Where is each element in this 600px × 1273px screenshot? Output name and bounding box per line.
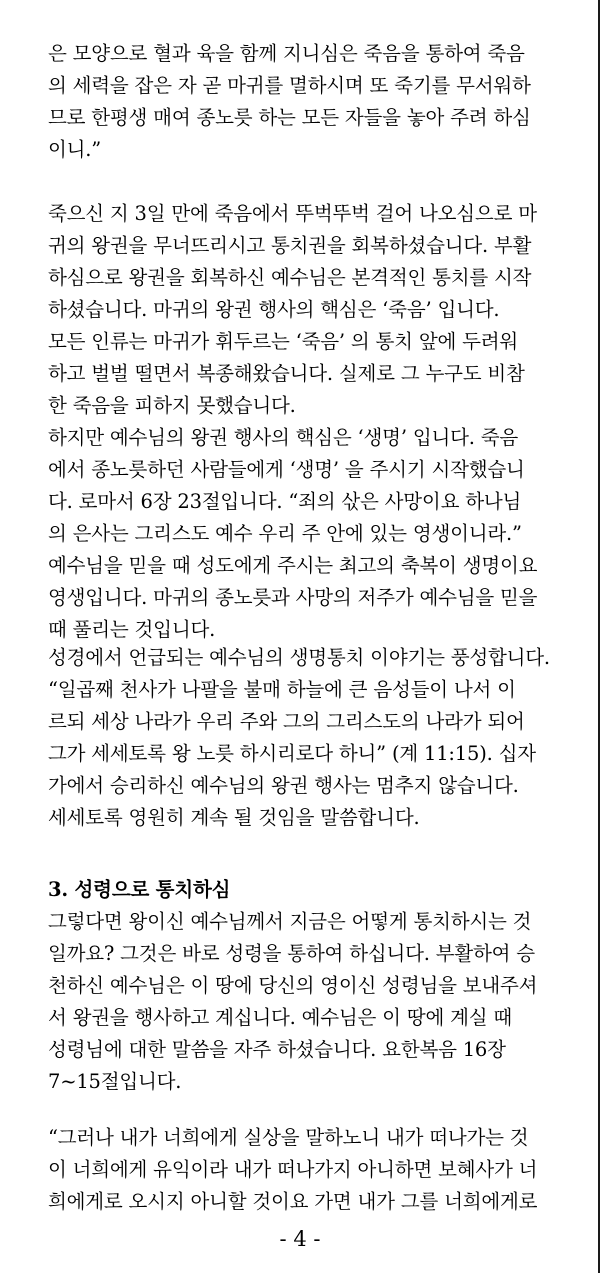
text-line: 하고 벌벌 떨면서 복종해왔습니다. 실제로 그 누구도 비참 xyxy=(48,362,525,385)
text-line: 세세토록 영원히 계속 될 것임을 말씀합니다. xyxy=(48,806,420,829)
text-line: 영생입니다. 마귀의 종노릇과 사망의 저주가 예수님을 믿을 xyxy=(48,586,538,609)
text-line: 서 왕권을 행사하고 계십니다. 예수님은 이 땅에 계실 때 xyxy=(48,1006,513,1029)
text-line: 이 너희에게 유익이라 내가 떠나가지 아니하면 보혜사가 너 xyxy=(48,1158,538,1181)
text-line: 성경에서 언급되는 예수님의 생명통치 이야기는 풍성합니다. xyxy=(48,646,550,669)
text-line: 일까요? 그것은 바로 성령을 통하여 하십니다. 부활하여 승 xyxy=(48,942,535,965)
page-number: - 4 - xyxy=(279,1227,321,1251)
text-line: 희에게로 오시지 아니할 것이요 가면 내가 그를 너희에게로 xyxy=(48,1190,538,1213)
text-line: 이니.” xyxy=(48,138,102,161)
text-line: 귀의 왕권을 무너뜨리시고 통치권을 회복하셨습니다. 부활 xyxy=(48,234,532,257)
paragraph-2 xyxy=(48,198,568,646)
text-line: 그가 세세토록 왕 노릇 하시리로다 하니” (계 11:15). 십자 xyxy=(48,742,536,765)
text-line: 므로 한평생 매여 종노릇 하는 모든 자들을 놓아 주려 하심 xyxy=(48,106,531,129)
text-line: 한 죽음을 피하지 못했습니다. xyxy=(48,394,296,417)
text-line: 하셨습니다. 마귀의 왕권 행사의 핵심은 ‘죽음’ 입니다. xyxy=(48,298,500,321)
paragraph-3 xyxy=(48,642,568,834)
text-line: 7~15절입니다. xyxy=(48,1070,182,1093)
text-line: 예수님을 믿을 때 성도에게 주시는 최고의 축복이 생명이요 xyxy=(48,554,538,577)
text-line: 의 은사는 그리스도 예수 우리 주 안에 있는 영생이니라.” xyxy=(48,522,522,545)
text-line: “그러나 내가 너희에게 실상을 말하노니 내가 떠나가는 것 xyxy=(48,1126,529,1149)
text-line: 의 세력을 잡은 자 곧 마귀를 멸하시며 또 죽기를 무서워하 xyxy=(48,74,531,97)
text-line: 하지만 예수님의 왕권 행사의 핵심은 ‘생명’ 입니다. 죽음 xyxy=(48,426,518,449)
text-line: 모든 인류는 마귀가 휘두르는 ‘죽음’ 의 통치 앞에 두려워 xyxy=(48,330,518,353)
text-line: 천하신 예수님은 이 땅에 당신의 영이신 성령님을 보내주셔 xyxy=(48,974,538,997)
text-line: 때 풀리는 것입니다. xyxy=(48,618,216,641)
section-3 xyxy=(48,874,568,1098)
text-line: 죽으신 지 3일 만에 죽음에서 뚜벅뚜벅 걸어 나오심으로 마 xyxy=(48,202,537,225)
text-line: 르되 세상 나라가 우리 주와 그의 그리스도의 나라가 되어 xyxy=(48,710,525,733)
paragraph-quote xyxy=(48,1122,568,1218)
text-line: 가에서 승리하신 예수님의 왕권 행사는 멈추지 않습니다. xyxy=(48,774,519,797)
text-line: 그렇다면 왕이신 예수님께서 지금은 어떻게 통치하시는 것 xyxy=(48,910,532,933)
section-heading: 3. 성령으로 통치하심 xyxy=(48,878,231,901)
text-line: 에서 종노릇하던 사람들에게 ‘생명’ 을 주시기 시작했습니 xyxy=(48,458,525,481)
text-line: “일곱째 천사가 나팔을 불매 하늘에 큰 음성들이 나서 이 xyxy=(48,678,516,701)
text-line: 은 모양으로 혈과 육을 함께 지니심은 죽음을 통하여 죽음 xyxy=(48,42,525,65)
text-line: 성령님에 대한 말씀을 자주 하셨습니다. 요한복음 16장 xyxy=(48,1038,506,1061)
text-line: 다. 로마서 6장 23절입니다. “죄의 삯은 사망이요 하나님 xyxy=(48,490,522,513)
paragraph-1 xyxy=(48,38,568,166)
text-line: 하심으로 왕권을 회복하신 예수님은 본격적인 통치를 시작 xyxy=(48,266,532,289)
